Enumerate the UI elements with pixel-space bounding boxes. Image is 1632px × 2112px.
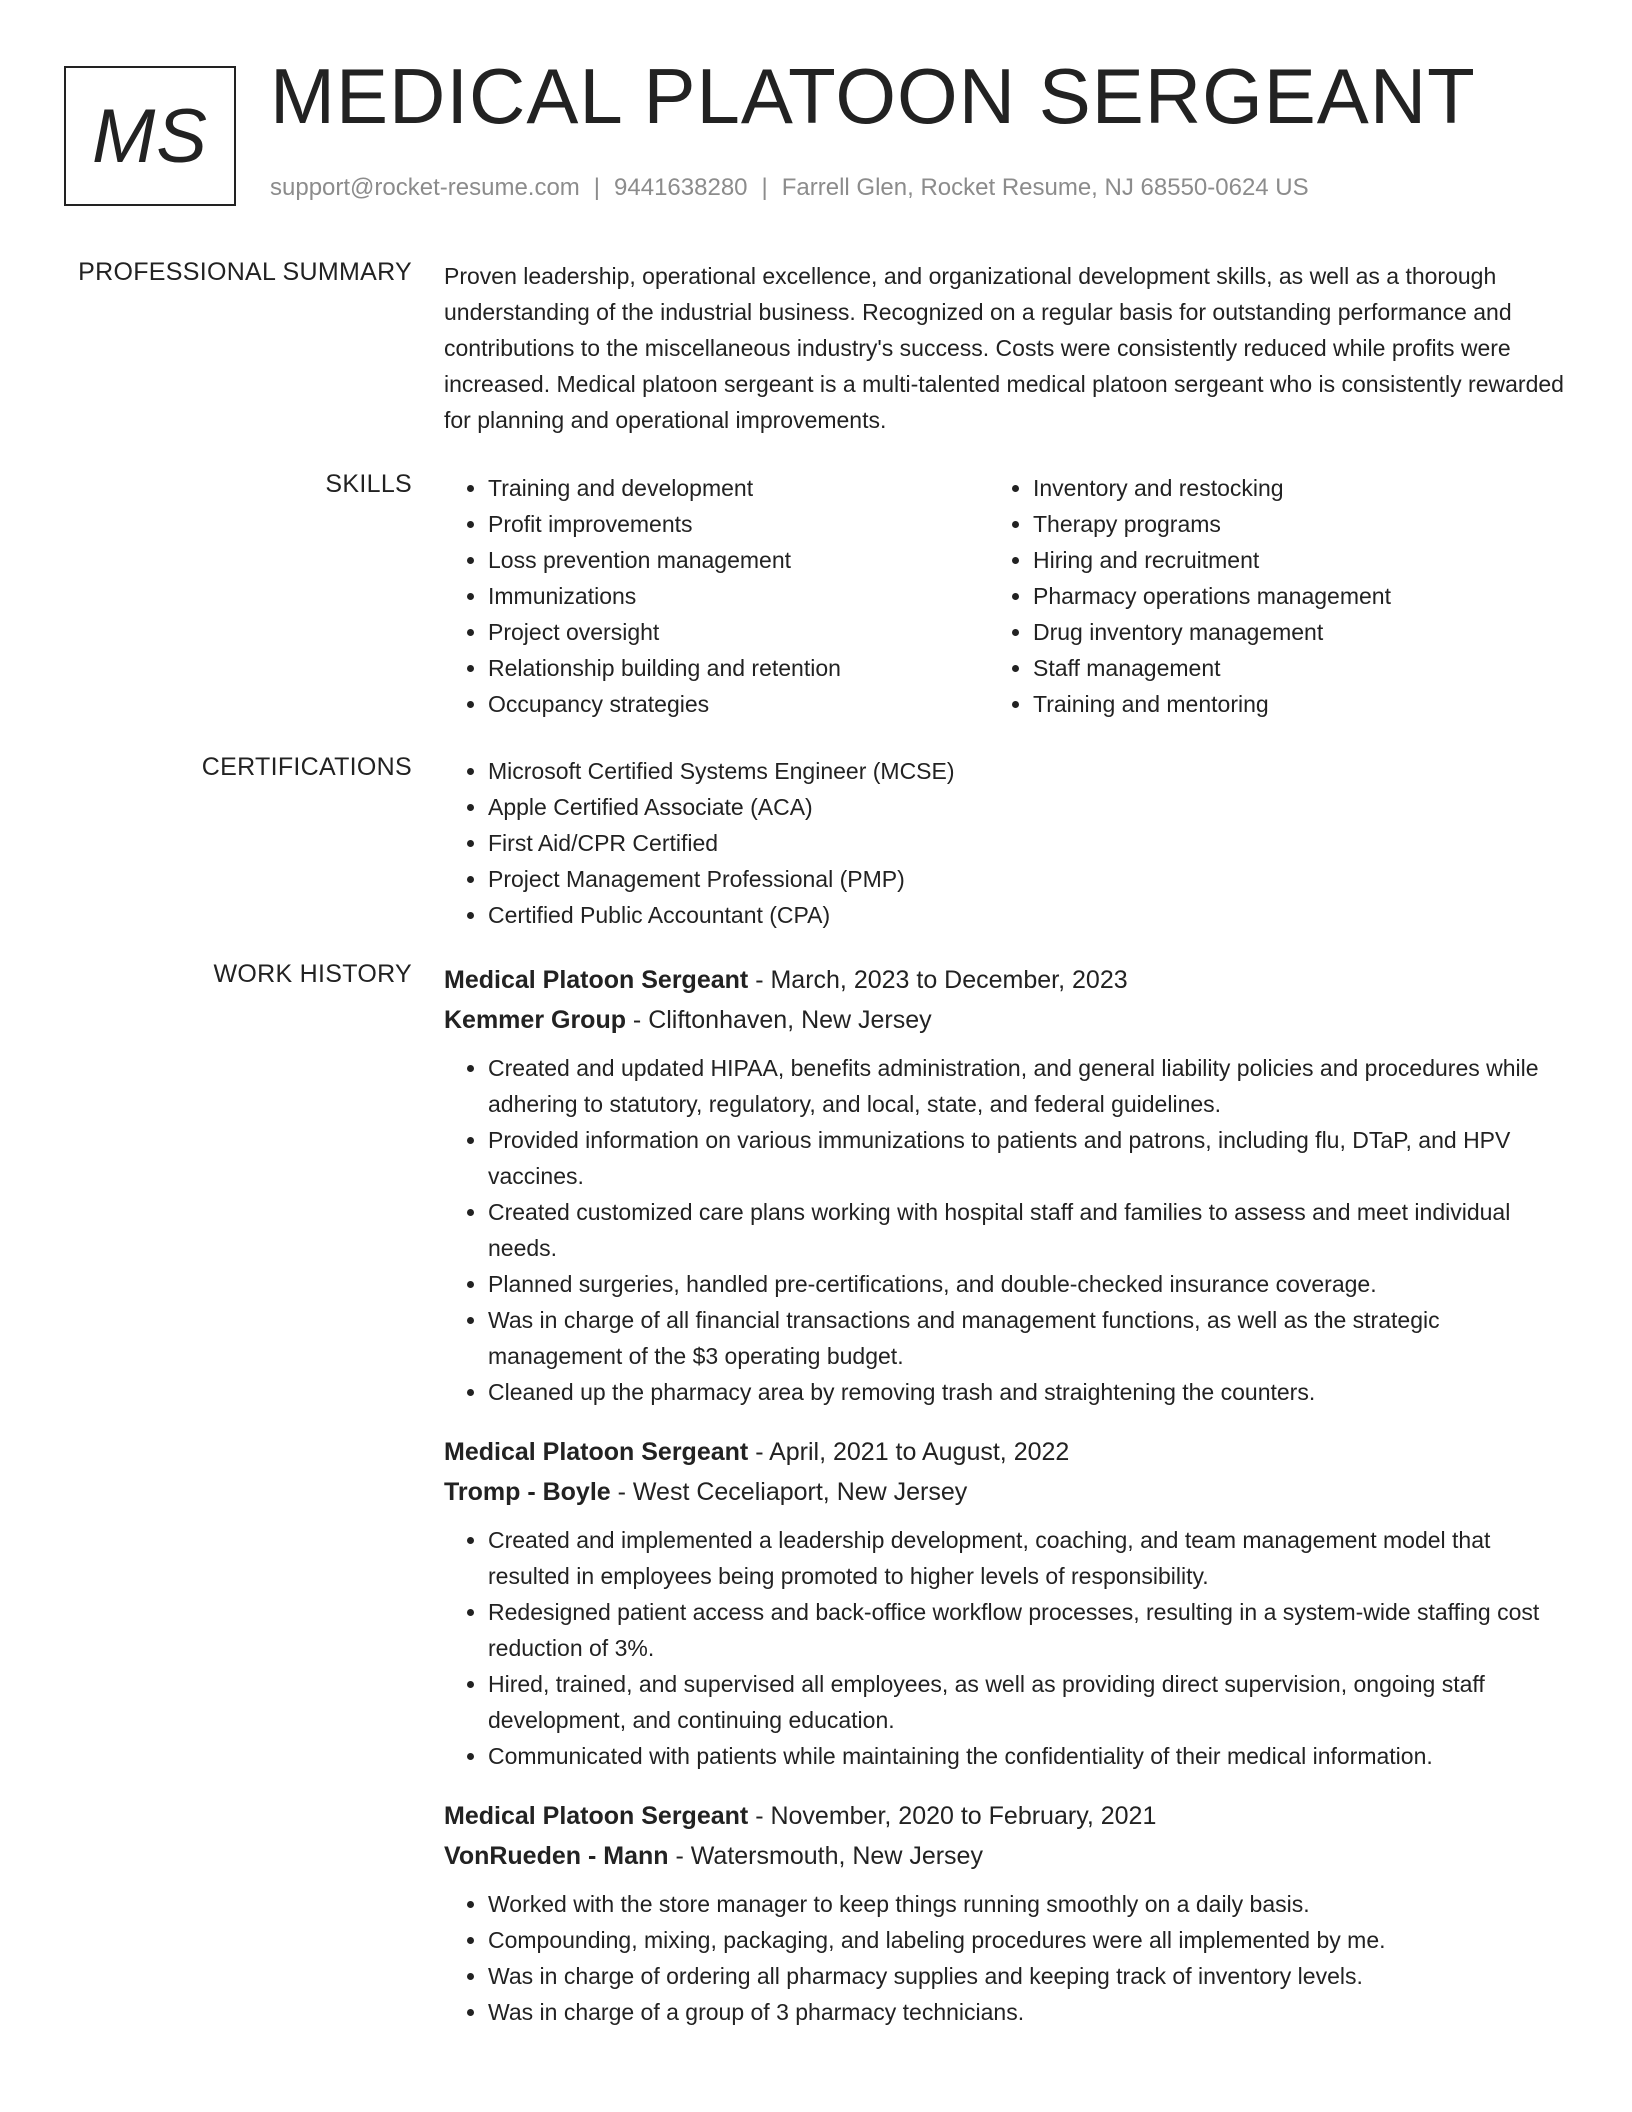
contact-line (270, 174, 1309, 202)
skill-item: • Loss prevention management (488, 542, 989, 578)
skill-item: • Training and mentoring (1033, 686, 1534, 722)
job-bullet: • Was in charge of a group of 3 pharmacy technicians. (488, 1994, 1564, 2030)
job-dates: - March, 2023 to December, 2023 (748, 966, 1128, 994)
skills-list-left (444, 470, 989, 722)
certification-item: • Certified Public Accountant (CPA) (488, 897, 1564, 933)
contact-email[interactable]: support@rocket-resume.com (270, 174, 580, 201)
work-history-body (444, 960, 1564, 2030)
skills-column-left (444, 470, 989, 722)
job-entry (444, 1432, 1564, 1774)
job-bullet: • Provided information on various immunizations to patients and patrons, including flu, DTaP, and HPV vaccines. (488, 1122, 1564, 1194)
job-company-line (444, 1836, 1564, 1876)
job-bullet: • Was in charge of ordering all pharmacy supplies and keeping track of inventory levels. (488, 1958, 1564, 1994)
job-role-line (444, 1796, 1564, 1836)
job-bullet: • Created and implemented a leadership development, coaching, and team management model that resulted in employees being promoted to higher levels of responsibility. (488, 1522, 1564, 1594)
certification-item: • Microsoft Certified Systems Engineer (MCSE) (488, 753, 1564, 789)
summary-text: Proven leadership, operational excellence, and organizational development skills, as well as a thorough understanding of the industrial business. Recognized on a regular basis for outstanding performance and contributions to the miscellaneous industry's success. Costs were consistently reduced while profits were increased. Medical platoon sergeant is a multi-talented medical platoon sergeant who is consistently rewarded for planning and operational improvements. (444, 263, 1564, 433)
job-role: Medical Platoon Sergeant (444, 1802, 749, 1830)
contact-address: Farrell Glen, Rocket Resume, NJ 68550-0624 US (781, 174, 1309, 201)
job-bullet: • Worked with the store manager to keep things running smoothly on a daily basis. (488, 1886, 1564, 1922)
job-dates: - November, 2020 to February, 2021 (748, 1802, 1157, 1830)
job-bullet: • Compounding, mixing, packaging, and labeling procedures were all implemented by me. (488, 1922, 1564, 1958)
skill-item: • Staff management (1033, 650, 1534, 686)
contact-phone[interactable]: 9441638280 (614, 174, 748, 201)
certification-item: • First Aid/CPR Certified (488, 825, 1564, 861)
skill-item: • Pharmacy operations management (1033, 578, 1534, 614)
certification-item: • Apple Certified Associate (ACA) (488, 789, 1564, 825)
skills-column-right (989, 470, 1534, 722)
job-location: - Watersmouth, New Jersey (668, 1842, 983, 1870)
job-bullet: • Communicated with patients while maintaining the confidentiality of their medical information. (488, 1738, 1564, 1774)
skill-item: • Relationship building and retention (488, 650, 989, 686)
skill-item: • Inventory and restocking (1033, 470, 1534, 506)
section-title-summary: PROFESSIONAL SUMMARY (78, 258, 412, 286)
skill-item: • Profit improvements (488, 506, 989, 542)
job-role-line (444, 1432, 1564, 1472)
job-bullets (444, 1050, 1564, 1410)
skill-item: • Project oversight (488, 614, 989, 650)
skill-item: • Training and development (488, 470, 989, 506)
job-company: Tromp - Boyle (444, 1478, 611, 1506)
contact-separator: | (593, 174, 601, 201)
skill-item: • Therapy programs (1033, 506, 1534, 542)
job-bullets (444, 1522, 1564, 1774)
initials-monogram: MS (64, 66, 236, 206)
job-company: Kemmer Group (444, 1006, 626, 1034)
skills-grid (444, 470, 1564, 722)
section-title-certifications: CERTIFICATIONS (201, 753, 412, 781)
job-role: Medical Platoon Sergeant (444, 966, 749, 994)
section-title-skills: SKILLS (325, 470, 412, 498)
job-bullet: • Was in charge of all financial transactions and management functions, as well as the strategic management of the $3 operating budget. (488, 1302, 1564, 1374)
job-bullet: • Created customized care plans working with hospital staff and families to assess and meet individual needs. (488, 1194, 1564, 1266)
certifications-body (444, 753, 1564, 933)
job-bullet: • Cleaned up the pharmacy area by removing trash and straightening the counters. (488, 1374, 1564, 1410)
section-title-work-history: WORK HISTORY (213, 960, 412, 988)
job-bullet: • Planned surgeries, handled pre-certifications, and double-checked insurance coverage. (488, 1266, 1564, 1302)
summary-body (444, 258, 1564, 438)
job-role-line (444, 960, 1564, 1000)
skill-item: • Occupancy strategies (488, 686, 989, 722)
job-bullet: • Created and updated HIPAA, benefits administration, and general liability policies and procedures while adhering to statutory, regulatory, and local, state, and federal guidelines. (488, 1050, 1564, 1122)
skills-body (444, 470, 1564, 722)
job-location: - West Ceceliaport, New Jersey (610, 1478, 968, 1506)
resume-title: MEDICAL PLATOON SERGEANT (270, 52, 1476, 140)
skill-item: • Immunizations (488, 578, 989, 614)
job-bullet: • Redesigned patient access and back-office workflow processes, resulting in a system-wide staffing cost reduction of 3%. (488, 1594, 1564, 1666)
job-bullets (444, 1886, 1564, 2030)
job-entry (444, 1796, 1564, 2030)
job-bullet: • Hired, trained, and supervised all employees, as well as providing direct supervision, ongoing staff development, and continuing education. (488, 1666, 1564, 1738)
certification-item: • Project Management Professional (PMP) (488, 861, 1564, 897)
skill-item: • Drug inventory management (1033, 614, 1534, 650)
job-company-line (444, 1000, 1564, 1040)
contact-separator: | (761, 174, 768, 201)
skills-list-right (989, 470, 1534, 722)
certifications-list (444, 753, 1564, 933)
skill-item: • Hiring and recruitment (1033, 542, 1534, 578)
job-dates: - April, 2021 to August, 2022 (748, 1438, 1070, 1466)
job-company: VonRueden - Mann (444, 1842, 669, 1870)
job-company-line (444, 1472, 1564, 1512)
job-entry (444, 960, 1564, 1410)
job-role: Medical Platoon Sergeant (444, 1438, 749, 1466)
job-location: - Cliftonhaven, New Jersey (625, 1006, 932, 1034)
